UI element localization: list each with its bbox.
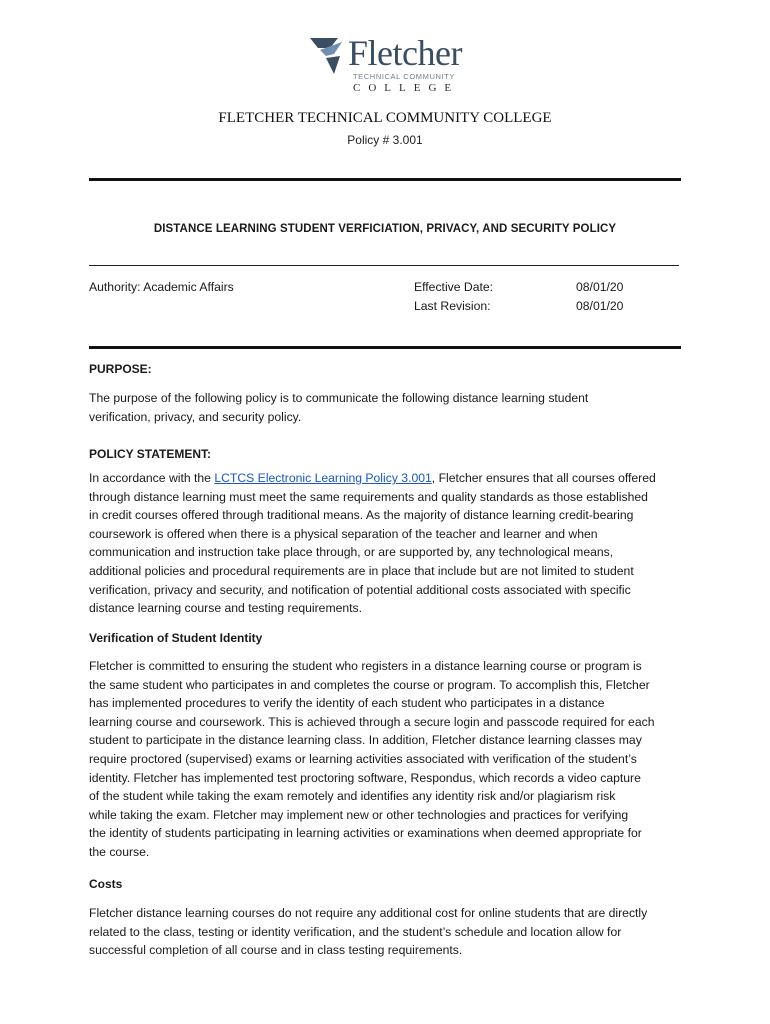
costs-paragraph xyxy=(89,904,683,960)
verification-line: while taking the exam. Fletcher may implement new or other technologies and practices for verifying xyxy=(89,807,629,822)
divider-top xyxy=(89,178,681,181)
authority-label: Authority: Academic Affairs xyxy=(89,280,234,294)
logo-wordmark: Fletcher xyxy=(348,33,462,73)
verification-line: student to participate in the distance learning class. In addition, Fletcher distance learning classes may xyxy=(89,733,642,748)
logo-tagline: TECHNICAL COMMUNITY xyxy=(353,72,455,81)
policy-line: distance learning course and testing requirements. xyxy=(89,601,363,616)
effective-date-value: 08/01/20 xyxy=(576,280,624,294)
verification-paragraph xyxy=(89,657,683,862)
policy-statement-paragraph xyxy=(89,469,683,618)
costs-line: related to the class, testing or identity verification, and the student’s schedule and location allow for xyxy=(89,924,622,939)
verification-line: the same student who participates in and completes the course or program. To accomplish this, Fletcher xyxy=(89,677,650,692)
policy-prefix: In accordance with the xyxy=(89,471,215,485)
last-revision-label: Last Revision: xyxy=(414,299,491,313)
verification-line: of the student while taking the exam remotely and identifies any identity risk and/or plagiarism risk xyxy=(89,789,616,804)
divider-underscore xyxy=(89,265,679,266)
purpose-line: verification, privacy, and security policy. xyxy=(89,409,302,424)
policy-line: communication and instruction take place through, or are supported by, any technological means, xyxy=(89,545,614,560)
policy-line-first xyxy=(89,469,683,488)
policy-number: Policy # 3.001 xyxy=(347,133,423,147)
logo-college-word: COLLEGE xyxy=(353,82,460,94)
policy-line: through distance learning must meet the same requirements and quality standards as those established xyxy=(89,489,648,504)
verification-line: learning course and coursework. This is achieved through a secure login and passcode required for each xyxy=(89,714,655,729)
divider-meta xyxy=(89,346,681,349)
purpose-paragraph xyxy=(89,389,683,426)
costs-line: Fletcher distance learning courses do not require any additional cost for online students that are directly xyxy=(89,906,648,920)
costs-line: successful completion of all course and in class testing requirements. xyxy=(89,943,463,958)
institution-name: FLETCHER TECHNICAL COMMUNITY COLLEGE xyxy=(218,110,552,126)
document-title: DISTANCE LEARNING STUDENT VERFICIATION, PRIVACY, AND SECURITY POLICY xyxy=(153,223,617,235)
effective-date-label: Effective Date: xyxy=(414,280,494,294)
verification-line: require proctored (supervised) exams or learning activities associated with verification of the student’s xyxy=(89,751,637,766)
fletcher-swoosh-icon xyxy=(308,36,352,76)
verification-line: Fletcher is committed to ensuring the student who registers in a distance learning course or program is xyxy=(89,659,642,673)
lctcs-policy-link[interactable]: LCTCS Electronic Learning Policy 3.001 xyxy=(214,471,432,485)
policy-suffix: , Fletcher ensures that all courses offered xyxy=(431,471,656,485)
purpose-heading: PURPOSE: xyxy=(89,362,152,376)
verification-line: has implemented procedures to verify the identity of each student who participates in a distance xyxy=(89,696,605,711)
college-logo xyxy=(308,34,468,98)
costs-heading: Costs xyxy=(89,877,123,891)
verification-heading: Verification of Student Identity xyxy=(89,631,263,645)
policy-line: coursework is offered when there is a physical separation of the teacher and learner and when xyxy=(89,526,598,541)
verification-line: identity. Fletcher has implemented test proctoring software, Respondus, which records a video capture xyxy=(89,770,641,785)
verification-line: the course. xyxy=(89,844,150,859)
policy-statement-heading: POLICY STATEMENT: xyxy=(89,447,212,461)
purpose-line: The purpose of the following policy is to communicate the following distance learning student xyxy=(89,391,589,405)
last-revision-value: 08/01/20 xyxy=(576,299,624,313)
verification-line: the identity of students participating in learning activities or examinations when deemed appropriate for xyxy=(89,826,642,841)
policy-line: additional policies and procedural requirements are in place that include but are not limited to student xyxy=(89,563,634,578)
policy-line: verification, privacy and security, and notification of potential additional costs associated with specific xyxy=(89,582,631,597)
policy-line: in credit courses offered through traditional means. As the majority of distance learning credit-bearing xyxy=(89,508,634,523)
